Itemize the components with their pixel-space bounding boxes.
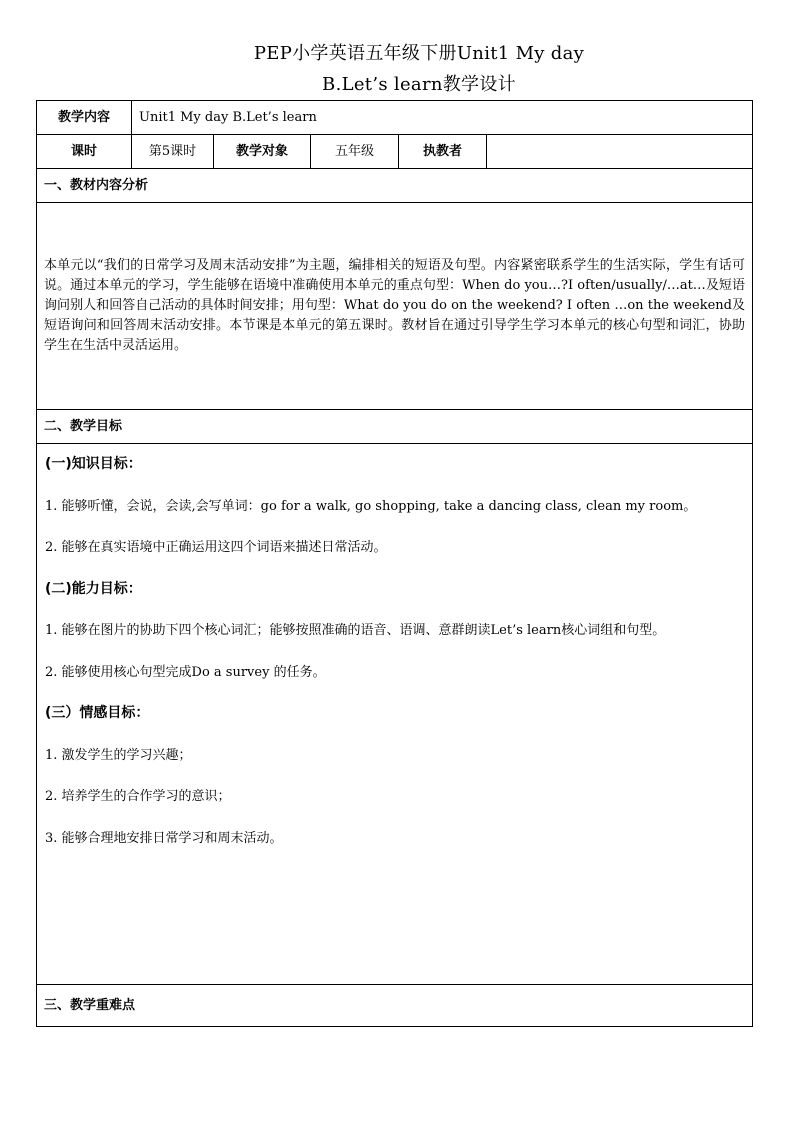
row-section2-body [37,444,753,985]
label-teaching-content: 教学内容 [37,101,132,135]
emotion-heading: (三）情感目标： [45,705,150,721]
section1-paragraph: 本单元以“我们的日常学习及周末活动安排”为主题，编排相关的短语及句型。内容紧密联系学生的生活实际，学生有话可说。通过本单元的学习，学生能够在语境中准确使用本单元的重点句型：When do you…?I often/usually/…at…及短语询问别人和回答自己活动的具体时间安排；用句型：What do you do on the weekend? I often …on the weekend及短语询问和回答周末活动安排。本节课是本单元的第五课时。教材旨在通过引导学生学习本单元的核心句型和词汇，协助学生在生活中灵活运用。 [37,203,753,410]
section3-heading: 三、教学重难点 [37,985,753,1027]
document-title-line1: PEP小学英语五年级下册Unit1 My day [253,43,585,64]
document-title-line2: B.Let’s learn教学设计 [322,74,516,95]
row-section3-heading [37,985,753,1027]
row-meta [37,135,753,169]
row-section1-body [37,203,753,410]
emotion-item-1: 1. 激发学生的学习兴趣； [45,747,192,763]
lesson-plan-table [36,100,753,1027]
value-teacher [487,135,753,169]
knowledge-item-2: 2. 能够在真实语境中正确运用这四个词语来描述日常活动。 [45,540,387,555]
emotion-item-2: 2. 培养学生的合作学习的意识； [45,789,231,804]
knowledge-heading: (一)知识目标： [45,456,142,472]
value-lesson: 第5课时 [132,135,214,169]
value-teaching-content: Unit1 My day B.Let’s learn [132,101,753,135]
row-section1-heading [37,169,753,203]
value-target: 五年级 [311,135,399,169]
ability-item-1: 1. 能够在图片的协助下四个核心词汇；能够按照准确的语音、语调、意群朗读Let’s learn核心词组和句型。 [45,623,666,638]
section2-body [37,444,753,985]
emotion-item-3: 3. 能够合理地安排日常学习和周末活动。 [45,830,283,846]
ability-heading: (二)能力目标： [45,580,142,597]
knowledge-item-1: 1. 能够听懂，会说，会读,会写单词：go for a walk, go shopping, take a dancing class, clean my room。 [45,498,697,514]
row-section2-heading [37,410,753,444]
section1-heading: 一、教材内容分析 [37,169,753,203]
section2-heading: 二、教学目标 [37,410,753,444]
row-content [37,101,753,135]
label-target: 教学对象 [214,135,311,169]
ability-item-2: 2. 能够使用核心句型完成Do a survey 的任务。 [45,664,326,680]
label-lesson: 课时 [37,135,132,169]
label-teacher: 执教者 [399,135,487,169]
